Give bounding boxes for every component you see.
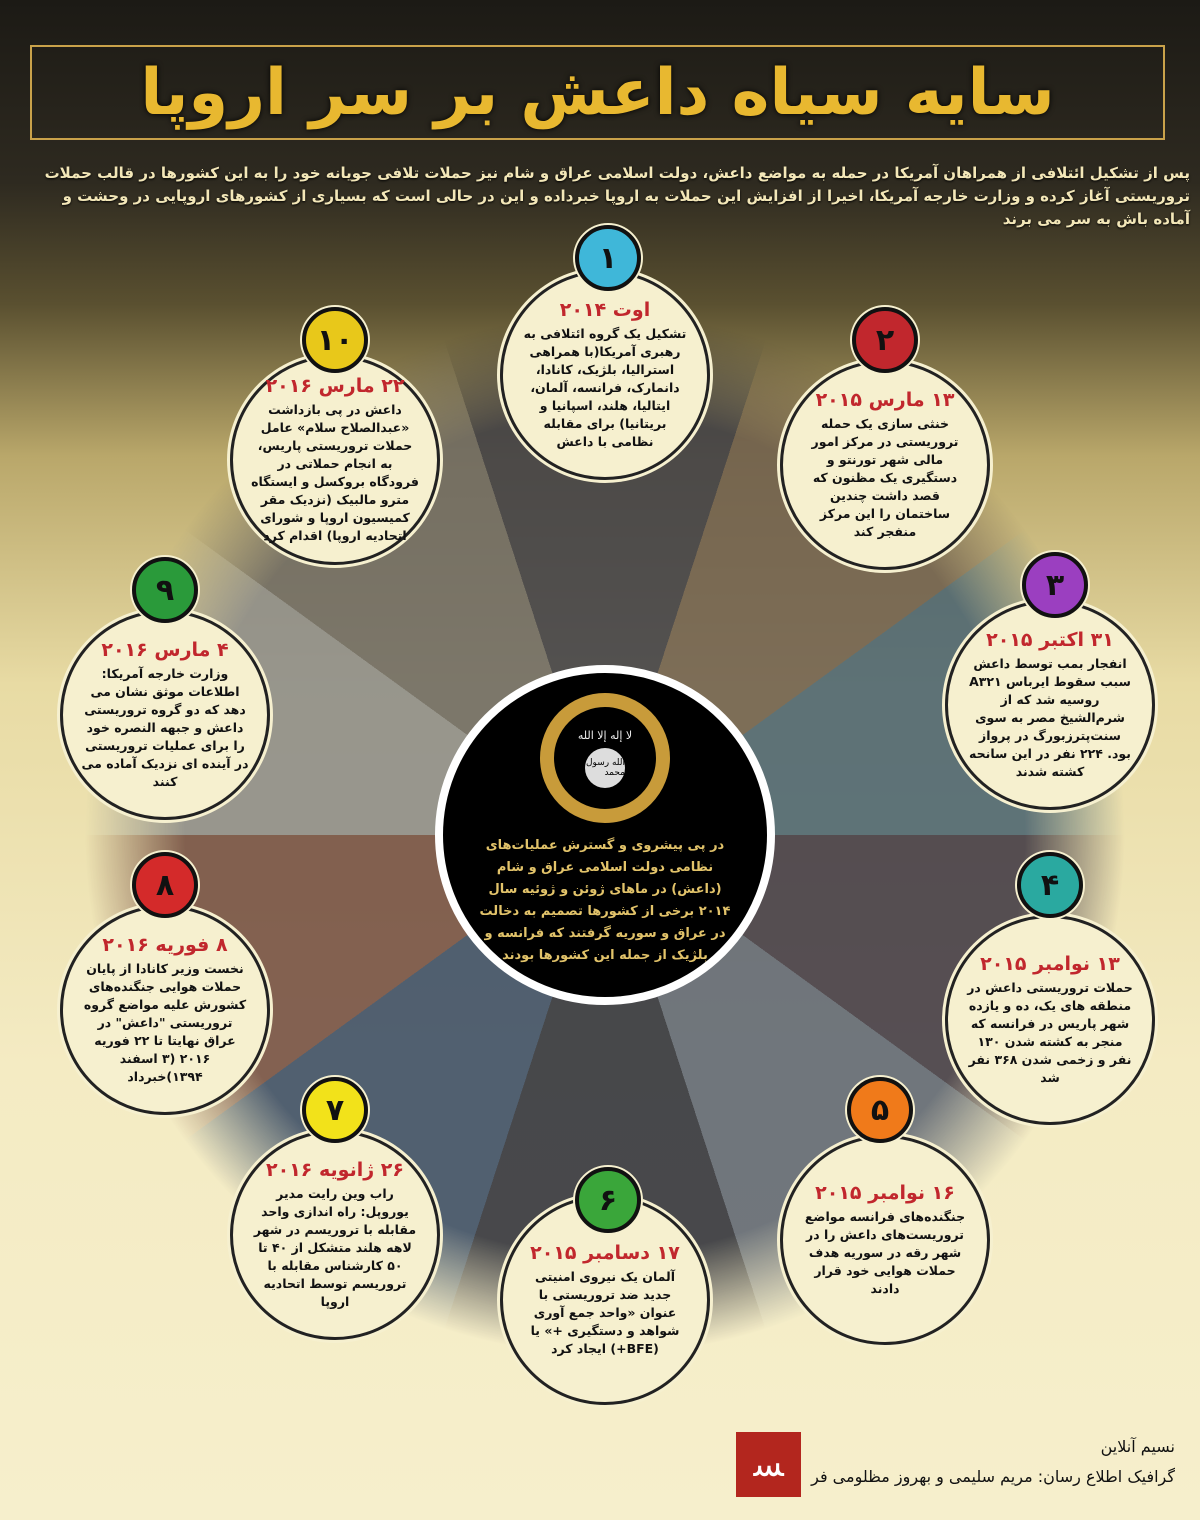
event-text: وزارت خارجه آمریکا: اطلاعات موثق نشان می دهد که دو گروه تروریستی داعش و جبهه النصره خود را برای عملیات تروریستی در آینده ای نزدیک آماده می کنند bbox=[81, 666, 249, 789]
center-text: در پی پیشروی و گسترش عملیات‌های نظامی دولت اسلامی عراق و شام (داعش) در ماهای ژوئن و ژوئیه سال ۲۰۱۴ برخی از کشورها تصمیم به دخالت در عراق و سوریه گرفتند که فرانسه و بلژیک از جمله این کشورها بودند bbox=[479, 838, 731, 963]
event-date: ۲۲ مارس ۲۰۱۶ bbox=[265, 375, 405, 397]
event-date: ۱۶ نوامبر ۲۰۱۵ bbox=[815, 1182, 955, 1204]
event-circle bbox=[780, 360, 990, 570]
event-text: نخست وزیر کانادا از پایان حملات هوایی جنگنده‌های کشورش علیه مواضع گروه تروریستی "داعش" در عراق نهایتا تا ۲۲ فوریه ۲۰۱۶ (۳ اسفند ۱۳۹۴)خبرداد bbox=[83, 961, 247, 1084]
event-date: اوت ۲۰۱۴ bbox=[559, 299, 651, 321]
event-number-badge: ۲ bbox=[852, 307, 918, 373]
event-text: تشکیل یک گروه ائتلافی به رهبری آمریکا(با همراهی استرالیا، بلژیک، کانادا، دانمارک، فرانسه، آلمان، ایتالیا، هلند، اسپانیا و بریتانیا) برای مقابله نظامی با داعش bbox=[523, 326, 687, 449]
isis-seal bbox=[540, 693, 670, 823]
event-date: ۸ فوریه ۲۰۱۶ bbox=[102, 934, 228, 956]
page-title: سایه سیاه داعش بر سر اروپا bbox=[140, 55, 1055, 130]
event-text: خنثی سازی یک حمله تروریستی در مرکز امور مالی شهر تورنتو و دستگیری یک مظنون که قصد داشت چندین ساختمان را این مرکز منفجر کند bbox=[811, 416, 959, 539]
brand-name: نسیم آنلاین bbox=[1100, 1437, 1175, 1456]
event-text: جنگنده‌های فرانسه مواضع تروریست‌های داعش را در شهر رقه در سوریه هدف حملات هوایی خود قرار دادند bbox=[804, 1209, 966, 1296]
event-text: آلمان یک نیروی امنیتی جدید ضد تروریستی با عنوان «واحد جمع آوری شواهد و دستگیری +» یا (BFE+) ایجاد کرد bbox=[530, 1269, 680, 1356]
event-number-badge: ۵ bbox=[847, 1077, 913, 1143]
center-circle bbox=[435, 665, 775, 1005]
event-date: ۳۱ اکتبر ۲۰۱۵ bbox=[986, 629, 1114, 651]
event-circle bbox=[230, 355, 440, 565]
event-number-badge: ۳ bbox=[1022, 552, 1088, 618]
credit: گرافیک اطلاع رسان: مریم سلیمی و بهروز مظلومی فر bbox=[811, 1467, 1175, 1486]
event-number-badge: ۱ bbox=[575, 225, 641, 291]
event-circle bbox=[500, 270, 710, 480]
event-text: حملات تروریستی داعش در منطقه های یک، ده و یازده شهر پاریس در فرانسه که منجر به کشته شدن ۱۳۰ نفر و زخمی شدن ۳۶۸ نفر شد bbox=[967, 980, 1133, 1085]
event-number-badge: ۹ bbox=[132, 557, 198, 623]
event-number-badge: ۷ bbox=[302, 1077, 368, 1143]
event-number-badge: ۱۰ bbox=[302, 307, 368, 373]
event-circle bbox=[780, 1135, 990, 1345]
event-circle bbox=[60, 610, 270, 820]
event-number-badge: ۶ bbox=[575, 1167, 641, 1233]
event-number-badge: ۸ bbox=[132, 852, 198, 918]
event-circle bbox=[60, 905, 270, 1115]
event-circle bbox=[945, 600, 1155, 810]
event-text: راب وین رایت مدیر یوروپل: راه اندازی واحد مقابله با تروریسم در شهر لاهه هلند متشکل از ۴۰ تا ۵۰ کارشناس مقابله با تروریسم توسط اتحادیه اروپا bbox=[253, 1186, 417, 1309]
title-frame bbox=[30, 45, 1165, 140]
event-date: ۴ مارس ۲۰۱۶ bbox=[101, 639, 229, 661]
event-text: داعش در پی بازداشت «عبدالصلاح سلام» عامل حملات تروریستی پاریس، به انجام حملاتی در فرودگاه بروکسل و ایستگاه مترو مالبیک (نزدیک مقر کمیسیون اروپا و شورای اتحادیه اروپا) اقدام کرد bbox=[251, 402, 419, 543]
footer bbox=[736, 1432, 1175, 1497]
nasim-logo-icon: ﺴ bbox=[736, 1432, 801, 1497]
intro-paragraph: پس از تشکیل ائتلافی از همراهان آمریکا در حمله به مواضع داعش، دولت اسلامی عراق و شام نیز حملات تلافی جویانه خود را به این کشورها در قالب حملات تروریستی آغاز کرده و وزارت خارجه آمریکا، اخیرا از افزایش این حملات به اروپا خبرداده و این در حالی است که بسیاری از کشورهای اروپایی در وحشت و آماده باش به سر می برند bbox=[44, 164, 1190, 228]
event-text: انفجار بمب توسط داعش سبب سقوط ایرباس A۳۲۱ روسیه شد که از شرم‌الشیخ مصر به سوی سنت‌پترزبورگ در پرواز بود. ۲۲۴ نفر در این سانحه کشته شدند bbox=[969, 656, 1131, 779]
event-date: ۱۳ نوامبر ۲۰۱۵ bbox=[980, 953, 1120, 975]
seal-text: لا إله إلا الله bbox=[577, 728, 633, 742]
event-date: ۱۳ مارس ۲۰۱۵ bbox=[815, 389, 955, 411]
event-circle bbox=[230, 1130, 440, 1340]
event-date: ۱۷ دسامبر ۲۰۱۵ bbox=[530, 1242, 680, 1264]
seal-emblem: الله رسول محمد bbox=[585, 748, 625, 788]
event-date: ۲۶ ژانویه ۲۰۱۶ bbox=[266, 1159, 404, 1181]
event-number-badge: ۴ bbox=[1017, 852, 1083, 918]
event-circle bbox=[945, 915, 1155, 1125]
